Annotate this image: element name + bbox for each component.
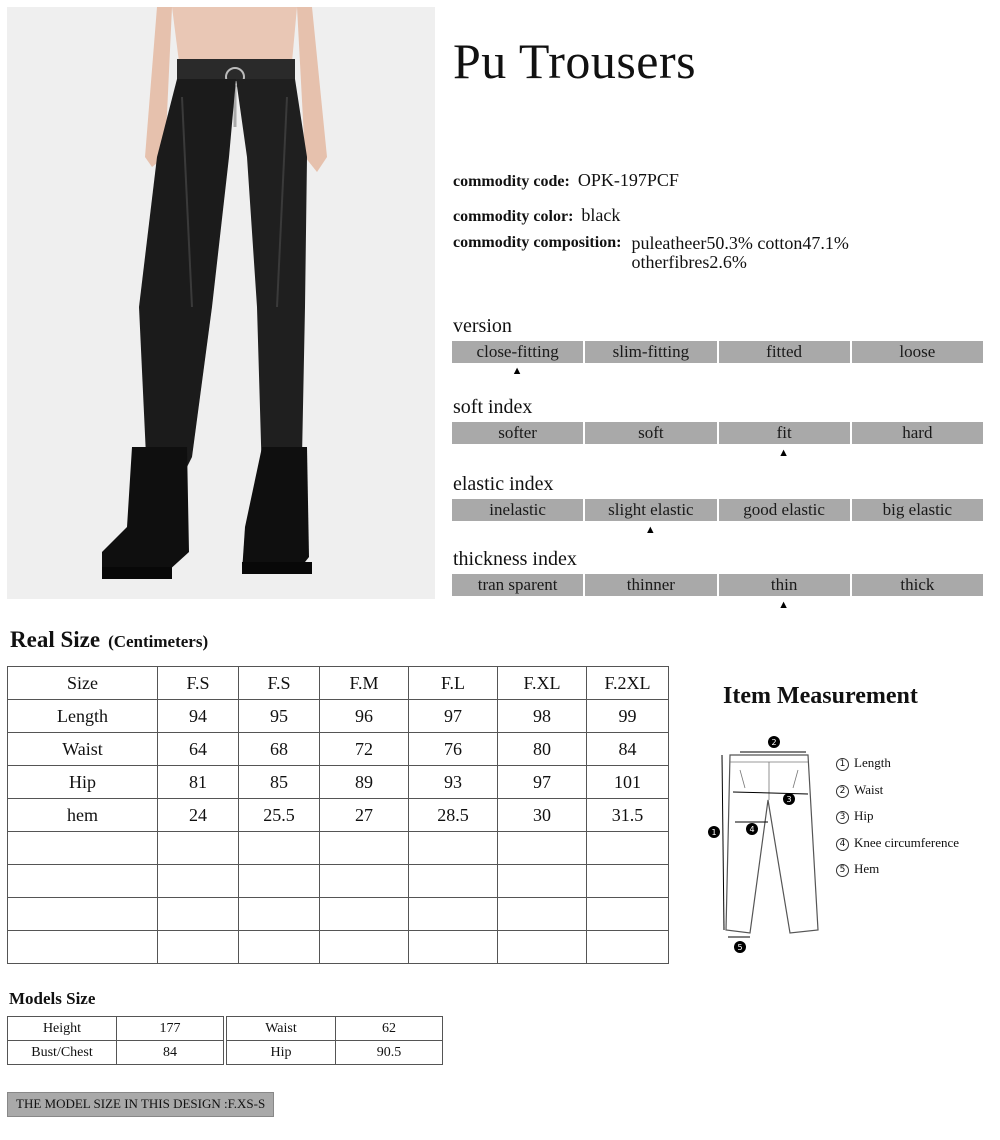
elastic-index-label: elastic index bbox=[453, 473, 554, 495]
table-cell bbox=[587, 898, 669, 931]
table-cell: 94 bbox=[158, 700, 239, 733]
legend-item bbox=[836, 856, 959, 883]
table-cell: 96 bbox=[320, 700, 409, 733]
table-cell: Hip bbox=[8, 766, 158, 799]
legend-label: Hem bbox=[854, 861, 880, 876]
commodity-code-value: OPK-197PCF bbox=[577, 170, 679, 190]
elastic-index-option: good elastic bbox=[719, 499, 850, 521]
table-cell: 62 bbox=[336, 1017, 443, 1041]
marker-length bbox=[708, 826, 720, 838]
table-cell bbox=[498, 865, 587, 898]
table-cell bbox=[239, 865, 320, 898]
table-cell bbox=[158, 865, 239, 898]
table-cell bbox=[409, 865, 498, 898]
table-cell bbox=[320, 898, 409, 931]
table-cell: 81 bbox=[158, 766, 239, 799]
table-cell: 90.5 bbox=[336, 1041, 443, 1065]
legend-label: Knee circumference bbox=[854, 834, 960, 850]
marker-hip-number: 3 bbox=[786, 795, 792, 804]
table-header-cell: F.L bbox=[409, 667, 498, 700]
table-cell: 24 bbox=[158, 799, 239, 832]
table-cell: 84 bbox=[587, 733, 669, 766]
commodity-composition-label: commodity composition: bbox=[453, 234, 622, 251]
table-row bbox=[8, 1041, 224, 1065]
table-cell bbox=[587, 865, 669, 898]
table-cell bbox=[498, 832, 587, 865]
elastic-index-option: big elastic bbox=[852, 499, 983, 521]
thickness-index-bar bbox=[452, 574, 983, 596]
table-cell: 72 bbox=[320, 733, 409, 766]
legend-label: Hip bbox=[854, 808, 874, 823]
legend-number: 5 bbox=[836, 864, 849, 877]
real-size-title bbox=[10, 627, 208, 653]
table-cell bbox=[409, 898, 498, 931]
table-header-cell: F.XL bbox=[498, 667, 587, 700]
table-cell: hem bbox=[8, 799, 158, 832]
table-cell: 98 bbox=[498, 700, 587, 733]
legend-number: 2 bbox=[836, 785, 849, 798]
soft-index-option: soft bbox=[585, 422, 716, 444]
table-cell bbox=[320, 931, 409, 964]
table-cell: Height bbox=[8, 1017, 117, 1041]
table-cell bbox=[239, 832, 320, 865]
table-cell bbox=[8, 898, 158, 931]
table-cell bbox=[320, 865, 409, 898]
table-cell: Bust/Chest bbox=[8, 1041, 117, 1065]
table-cell bbox=[587, 931, 669, 964]
table-row-empty bbox=[8, 865, 669, 898]
soft-index-option: softer bbox=[452, 422, 583, 444]
item-measurement-title: Item Measurement bbox=[723, 683, 918, 709]
product-photo bbox=[7, 7, 435, 599]
trousers-measurement-diagram bbox=[700, 730, 830, 960]
models-size-title: Models Size bbox=[9, 989, 96, 1008]
marker-knee-number: 4 bbox=[749, 825, 755, 834]
elastic-index-bar bbox=[452, 499, 983, 521]
thickness-index-selected-marker: ▲ bbox=[778, 599, 790, 611]
table-cell bbox=[239, 898, 320, 931]
legend-number: 4 bbox=[836, 838, 849, 851]
models-size-table-right bbox=[226, 1016, 443, 1065]
version-option: slim-fitting bbox=[585, 341, 716, 363]
table-header-cell: F.S bbox=[158, 667, 239, 700]
table-cell: 177 bbox=[117, 1017, 224, 1041]
version-option: fitted bbox=[719, 341, 850, 363]
version-selected-marker: ▲ bbox=[511, 365, 523, 377]
table-cell: 93 bbox=[409, 766, 498, 799]
product-title: Pu Trousers bbox=[453, 33, 697, 89]
measurement-legend bbox=[836, 750, 959, 883]
marker-hip bbox=[783, 793, 795, 805]
table-cell bbox=[587, 832, 669, 865]
commodity-code-label: commodity code: bbox=[453, 173, 570, 190]
table-header-cell: F.M bbox=[320, 667, 409, 700]
table-cell bbox=[8, 865, 158, 898]
table-cell: 64 bbox=[158, 733, 239, 766]
table-header-cell: F.2XL bbox=[587, 667, 669, 700]
marker-knee bbox=[746, 823, 758, 835]
legend-number: 1 bbox=[836, 758, 849, 771]
thickness-index-option: thin bbox=[719, 574, 850, 596]
thickness-index-option: thinner bbox=[585, 574, 716, 596]
table-row bbox=[8, 799, 669, 832]
version-label: version bbox=[453, 315, 512, 337]
soft-index-bar bbox=[452, 422, 983, 444]
version-option: close-fitting bbox=[452, 341, 583, 363]
table-cell: 27 bbox=[320, 799, 409, 832]
version-option: loose bbox=[852, 341, 983, 363]
model-size-note: THE MODEL SIZE IN THIS DESIGN :F.XS-S bbox=[7, 1092, 274, 1117]
table-cell bbox=[320, 832, 409, 865]
table-cell: 80 bbox=[498, 733, 587, 766]
marker-hem bbox=[734, 941, 746, 953]
table-cell bbox=[8, 832, 158, 865]
table-cell: 85 bbox=[239, 766, 320, 799]
trousers-photo-illustration bbox=[7, 7, 435, 599]
table-cell: 95 bbox=[239, 700, 320, 733]
table-cell: 31.5 bbox=[587, 799, 669, 832]
table-cell: 30 bbox=[498, 799, 587, 832]
table-row-empty bbox=[8, 832, 669, 865]
commodity-color-row bbox=[453, 205, 620, 226]
table-cell: 28.5 bbox=[409, 799, 498, 832]
table-cell: 99 bbox=[587, 700, 669, 733]
table-cell: 68 bbox=[239, 733, 320, 766]
models-size-table-left bbox=[7, 1016, 224, 1065]
table-cell bbox=[409, 931, 498, 964]
legend-label: Waist bbox=[854, 781, 884, 797]
table-cell bbox=[498, 931, 587, 964]
legend-item bbox=[836, 750, 959, 777]
table-cell: 25.5 bbox=[239, 799, 320, 832]
table-cell: Length bbox=[8, 700, 158, 733]
soft-index-option: fit bbox=[719, 422, 850, 444]
table-row-empty bbox=[8, 898, 669, 931]
table-cell: Hip bbox=[227, 1041, 336, 1065]
table-row bbox=[227, 1041, 443, 1065]
marker-waist bbox=[768, 736, 780, 748]
table-cell bbox=[158, 931, 239, 964]
commodity-color-value: black bbox=[581, 205, 621, 225]
elastic-index-option: slight elastic bbox=[585, 499, 716, 521]
soft-index-option: hard bbox=[852, 422, 983, 444]
table-row bbox=[8, 766, 669, 799]
thickness-index-option: tran sparent bbox=[452, 574, 583, 596]
table-header-row bbox=[8, 667, 669, 700]
commodity-composition-row bbox=[453, 234, 931, 272]
table-cell: 101 bbox=[587, 766, 669, 799]
table-row-empty bbox=[8, 931, 669, 964]
table-cell bbox=[409, 832, 498, 865]
table-header-cell: Size bbox=[8, 667, 158, 700]
elastic-index-selected-marker: ▲ bbox=[644, 524, 656, 536]
table-cell: 89 bbox=[320, 766, 409, 799]
soft-index-label: soft index bbox=[453, 396, 533, 418]
legend-item bbox=[836, 777, 959, 804]
table-header-cell: F.S bbox=[239, 667, 320, 700]
table-row bbox=[8, 733, 669, 766]
table-row bbox=[8, 700, 669, 733]
table-row bbox=[8, 1017, 224, 1041]
table-cell: 84 bbox=[117, 1041, 224, 1065]
thickness-index-option: thick bbox=[852, 574, 983, 596]
real-size-table bbox=[7, 666, 669, 964]
table-cell: 97 bbox=[409, 700, 498, 733]
real-size-unit: (Centimeters) bbox=[108, 632, 209, 651]
table-cell bbox=[158, 832, 239, 865]
elastic-index-option: inelastic bbox=[452, 499, 583, 521]
table-cell bbox=[498, 898, 587, 931]
marker-waist-number: 2 bbox=[771, 738, 777, 747]
thickness-index-label: thickness index bbox=[453, 548, 577, 570]
table-cell: Waist bbox=[8, 733, 158, 766]
soft-index-selected-marker: ▲ bbox=[778, 447, 790, 459]
commodity-code-row bbox=[453, 170, 679, 191]
marker-hem-number: 5 bbox=[737, 943, 743, 952]
real-size-heading: Real Size bbox=[10, 627, 101, 652]
table-cell: 76 bbox=[409, 733, 498, 766]
legend-label: Length bbox=[854, 755, 891, 770]
marker-length-number: 1 bbox=[711, 828, 717, 837]
commodity-color-label: commodity color: bbox=[453, 208, 574, 225]
table-cell bbox=[239, 931, 320, 964]
table-cell bbox=[8, 931, 158, 964]
legend-number: 3 bbox=[836, 811, 849, 824]
table-cell bbox=[158, 898, 239, 931]
legend-item bbox=[836, 830, 959, 857]
version-bar bbox=[452, 341, 983, 363]
commodity-composition-value: puleatheer50.3% cotton47.1% otherfibres2.6% bbox=[631, 233, 849, 272]
table-cell: Waist bbox=[227, 1017, 336, 1041]
table-row bbox=[227, 1017, 443, 1041]
table-cell: 97 bbox=[498, 766, 587, 799]
legend-item bbox=[836, 803, 959, 830]
